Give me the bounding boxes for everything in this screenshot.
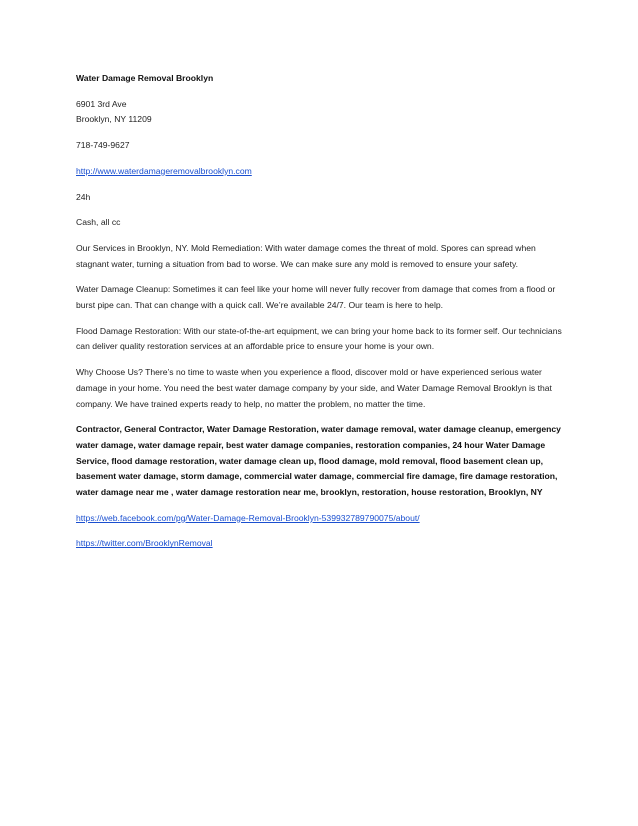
- payment-text: Cash, all cc: [76, 217, 121, 228]
- phone-number: 718-749-9627: [76, 140, 130, 151]
- address-block: [76, 97, 566, 128]
- document-title: Water Damage Removal Brooklyn: [76, 73, 214, 83]
- services-paragraph: Our Services in Brooklyn, NY. Mold Remediation: With water damage comes the threat of mold. Spores can spread when stagnant water, turning a situation from bad to worse. We can make sure any mold is removed to ensure your safety.: [76, 242, 536, 269]
- website-paragraph: [76, 164, 566, 180]
- address-line-2: Brooklyn, NY 11209: [76, 114, 152, 125]
- document-page: [76, 71, 566, 562]
- website-link[interactable]: http://www.waterdamageremovalbrooklyn.com: [76, 165, 252, 176]
- why-choose-us-paragraph: Why Choose Us? There’s no time to waste when you experience a flood, discover mold or have experienced serious water damage in your home. You need the best water damage company by your side, and Water Damage Removal Brooklyn is that company. We have trained experts ready to help, no matter the problem, no matter the time.: [76, 367, 552, 409]
- twitter-link[interactable]: https://twitter.com/BrooklynRemoval: [76, 538, 213, 549]
- facebook-paragraph: [76, 511, 566, 527]
- restoration-paragraph: Flood Damage Restoration: With our state-of-the-art equipment, we can bring your home back to its former self. Our technicians can deliver quality restoration services at an affordable price to ensure your home is your own.: [76, 325, 562, 352]
- hours-text: 24h: [76, 191, 91, 202]
- address-line-1: 6901 3rd Ave: [76, 98, 127, 109]
- cleanup-paragraph: Water Damage Cleanup: Sometimes it can feel like your home will never fully recover from damage that comes from a flood or burst pipe can. That can change with a quick call. We’re available 24/7. Our team is here to help.: [76, 284, 556, 311]
- keywords-paragraph: Contractor, General Contractor, Water Damage Restoration, water damage removal, water damage cleanup, emergency water damage, water damage repair, best water damage companies, restoration companies, 24 hour Water Damage Service, flood damage restoration, water damage clean up, flood damage, mold removal, flood basement clean up, basement water damage, storm damage, commercial water damage, commercial fire damage, fire damage restoration, water damage near me , water damage restoration near me, brooklyn, restoration, house restoration, Brooklyn, NY: [76, 424, 561, 498]
- twitter-paragraph: [76, 536, 566, 552]
- facebook-link[interactable]: https://web.facebook.com/pg/Water-Damage-Removal-Brooklyn-539932789790075/about/: [76, 512, 420, 523]
